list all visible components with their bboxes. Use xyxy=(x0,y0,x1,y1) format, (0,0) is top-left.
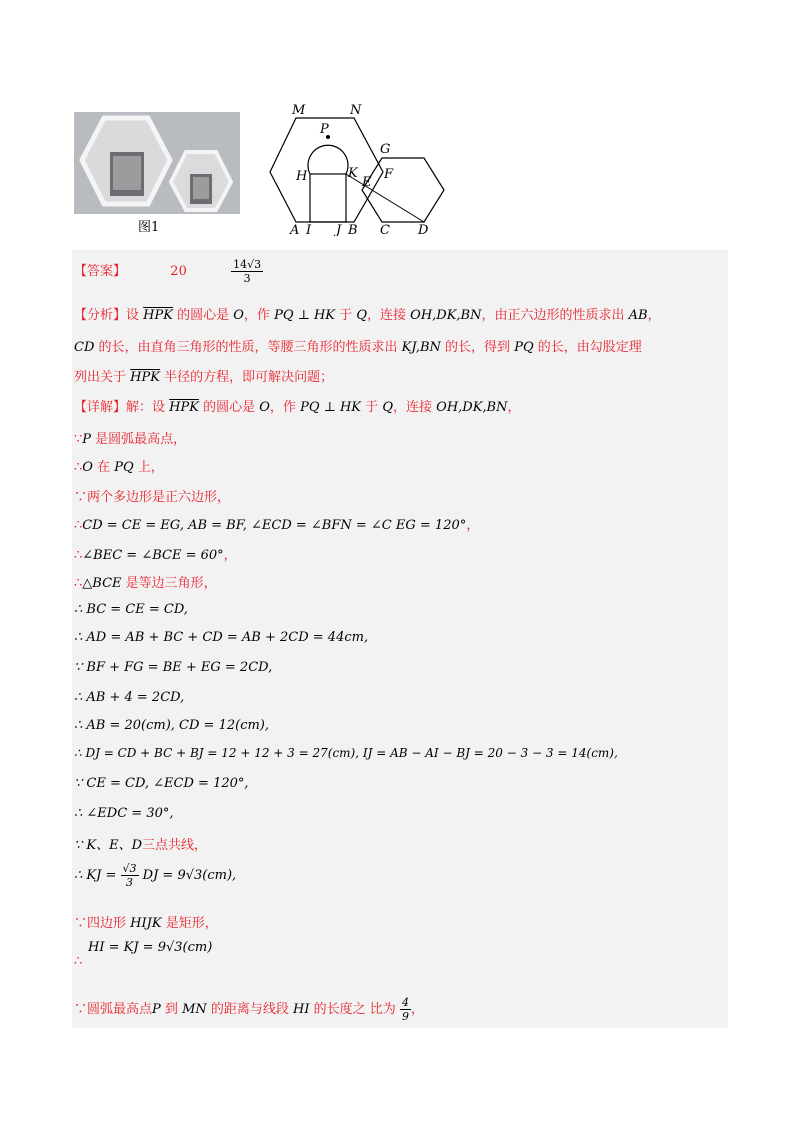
detail-line-8: ∴ BC = CE = CD, xyxy=(74,602,188,617)
answer-label: 【答案】 xyxy=(74,264,127,279)
detail-line-10: ∵ BF + FG = BE + EG = 2CD, xyxy=(74,660,273,675)
label-B: B xyxy=(348,223,358,236)
detail-line-13: ∴ DJ = CD + BC + BJ = 12 + 12 + 3 = 27(cm), IJ = AB − AI − BJ = 20 − 3 − 3 = 14(cm), xyxy=(74,746,618,760)
label-F: F xyxy=(384,167,394,182)
detail-line-14: ∵ CE = CD, ∠ECD = 120°, xyxy=(74,776,249,791)
detail-line-5: ∴CD = CE = EG, AB = BF, ∠ECD = ∠BFN = ∠C EG = 120°， xyxy=(74,518,480,533)
answer-value-2: $\frac{14√3}{3}$ xyxy=(233,258,262,285)
analysis-line-2: CD 的长，由直角三角形的性质，等腰三角形的性质求出 KJ,BN 的长，得到 PQ 的长，由勾股定理 xyxy=(74,340,642,355)
label-M: M xyxy=(292,103,306,118)
detail-line-9: ∴ AD = AB + BC + CD = AB + 2CD = 44cm, xyxy=(74,630,369,645)
detail-line-2: ∵P 是圆弧最高点， xyxy=(74,432,187,447)
analysis-line-3: 列出关于 $\overline{HPK}$ 半径的方程，即可解决问题； xyxy=(74,370,334,385)
label-P: P xyxy=(320,122,329,137)
label-C: C xyxy=(380,223,390,236)
label-G: G xyxy=(380,142,391,157)
label-H: H xyxy=(296,169,308,184)
detail-line-4: ∵两个多边形是正六边形， xyxy=(74,490,231,505)
answer-line xyxy=(74,258,263,285)
label-K: K xyxy=(348,166,358,181)
detail-line-18: ∵四边形 HIJK 是矩形， xyxy=(74,916,218,931)
detail-line-17: ∴ KJ = $\frac{√3}{3}$ DJ = 9√3(cm), xyxy=(74,862,237,889)
shelf-photo xyxy=(74,112,240,214)
detail-line-11: ∴ AB + 4 = 2CD, xyxy=(74,690,185,705)
detail-line-12: ∴ AB = 20(cm), CD = 12(cm), xyxy=(74,718,270,733)
label-D: D xyxy=(418,223,429,236)
hexagon-shelf-image xyxy=(74,112,240,214)
detail-line-7: ∴△BCE 是等边三角形， xyxy=(74,576,217,591)
analysis-line-1: 【分析】设 $\overline{HPK}$ 的圆心是 O，作 PQ ⊥ HK 于 Q，连接 OH,DK,BN，由正六边形的性质求出 AB， xyxy=(74,308,661,323)
detail-line-16: ∵ K、E、D三点共线， xyxy=(74,838,208,853)
label-I: I xyxy=(306,223,312,236)
detail-line-19: HI = KJ = 9√3(cm) xyxy=(88,940,213,955)
detail-line-20: ∵圆弧最高点P 到 MN 的距离与线段 HI 的长度之 比为 $\frac{4}{9}$ ， xyxy=(74,996,424,1023)
geometry-figure xyxy=(262,100,452,236)
label-N: N xyxy=(350,103,362,118)
detail-line-15: ∴ ∠EDC = 30°, xyxy=(74,806,174,821)
label-E: E xyxy=(362,175,372,190)
detail-line-6: ∴∠BEC = ∠BCE = 60°， xyxy=(74,548,237,563)
detail-line-1: 【详解】解：设 $\overline{HPK}$ 的圆心是 O，作 PQ ⊥ HK 于 Q，连接 OH,DK,BN， xyxy=(74,400,521,415)
label-J: J xyxy=(336,223,342,236)
answer-value-1: 20 xyxy=(170,264,187,279)
figure-caption: 图1 xyxy=(138,220,160,235)
label-A: A xyxy=(290,223,300,236)
detail-line-19-therefore: ∴ xyxy=(74,954,83,969)
detail-line-3: ∴O 在 PQ 上， xyxy=(74,460,164,475)
